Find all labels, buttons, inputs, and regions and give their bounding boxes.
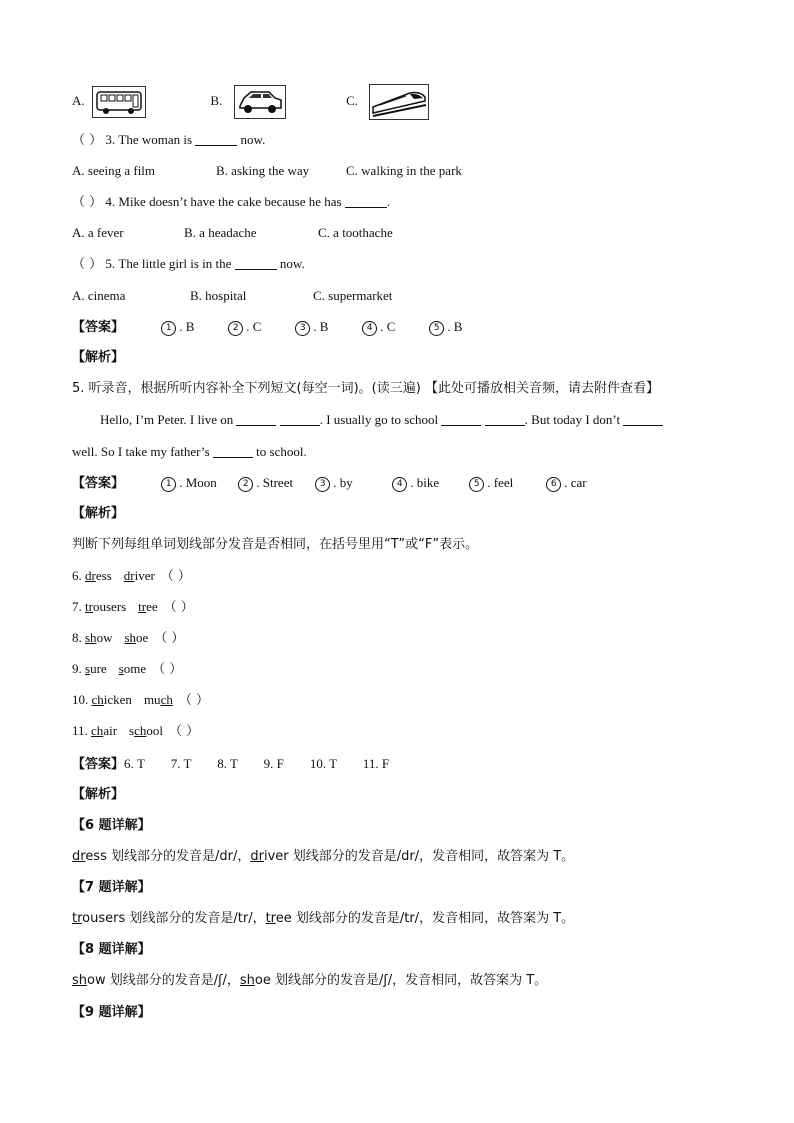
answer-items	[161, 319, 496, 334]
answer-parentheses: （ ）	[160, 569, 191, 584]
circled-number: 4	[362, 321, 377, 336]
detail-9-heading: 【9 题详解】	[72, 1005, 151, 1020]
analysis-label: 【解析】	[72, 506, 125, 521]
phonics-item: 9. sure some （ ）	[72, 661, 183, 677]
question-4: （ ） 4. Mike doesn’t have the cake because he has .	[72, 194, 391, 210]
section-6-instruction: 判断下列每组单词划线部分发音是否相同，在括号里用“T”或“F”表示。	[72, 537, 479, 552]
answer-blank	[235, 257, 277, 270]
phonics-item: 8. show shoe （ ）	[72, 630, 185, 646]
answer-blank	[195, 133, 237, 146]
circled-number: 5	[429, 321, 444, 336]
answer-blank	[345, 195, 387, 208]
passage-line-2: well. So I take my father’s to school.	[72, 444, 307, 459]
q3-options: A. seeing a film B. asking the way C. walking in the park	[72, 163, 462, 178]
answer-item: 4 . C	[362, 318, 429, 336]
answer-parentheses: （ ）	[154, 631, 185, 646]
phonics-item: 10. chicken much （ ）	[72, 692, 209, 708]
answer-item: 5 . feel	[469, 474, 546, 492]
answer-item: 1 . Moon	[161, 474, 238, 492]
car-icon	[234, 85, 286, 119]
answer-item: 2 . Street	[238, 474, 315, 492]
phonics-item: 7. trousers tree （ ）	[72, 599, 194, 615]
detail-text: dress 划线部分的发音是/dr/，driver 划线部分的发音是/dr/，发音相同，故答案为 T。	[72, 849, 575, 864]
answer-item: 6 . car	[546, 474, 623, 492]
option-c-label: C.	[346, 92, 358, 108]
circled-number: 1	[161, 321, 176, 336]
phonics-item: 11. chair school （ ）	[72, 723, 200, 739]
q2-options	[72, 84, 429, 120]
circled-number: 6	[546, 477, 561, 492]
answer-items	[161, 475, 623, 490]
answer-row-2: 【答案】 1 . Moon 2 . Street 3 . by 4 . bike 5 . feel 6 . car	[72, 474, 623, 493]
circled-number: 3	[295, 321, 310, 336]
answer-item: 4 . bike	[392, 474, 469, 492]
circled-number: 3	[315, 477, 330, 492]
phonics-item: 6. dress driver （ ）	[72, 568, 191, 584]
answer-item: 2 . C	[228, 318, 295, 336]
circled-number: 2	[228, 321, 243, 336]
bus-icon	[92, 86, 146, 118]
answer-parentheses: （ ）	[169, 724, 200, 739]
analysis-label: 【解析】	[72, 350, 125, 365]
section-5-title: 5. 听录音，根据所听内容补全下列短文(每空一词)。(读三遍) 【此处可播放相关音频，请去附件查看】	[72, 381, 659, 396]
detail-heading: 【6 题详解】	[72, 818, 151, 833]
circled-number: 5	[469, 477, 484, 492]
circled-number: 2	[238, 477, 253, 492]
option-a-label: A.	[72, 92, 85, 108]
answer-parentheses: （ ）	[152, 662, 183, 677]
answer-parentheses: （ ）	[178, 693, 209, 708]
answer-item: 3 . B	[295, 318, 362, 336]
question-3: （ ） 3. The woman is now.	[72, 132, 266, 148]
answer-row-1: 【答案】 1 . B 2 . C 3 . B 4 . C 5 . B	[72, 318, 496, 337]
answer-item: 1 . B	[161, 318, 228, 336]
answer-row-3: 【答案】6. T 7. T 8. T 9. F 10. T 11. F	[72, 756, 390, 772]
answer-item: 3 . by	[315, 474, 392, 492]
train-icon	[369, 84, 429, 120]
detail-heading: 【7 题详解】	[72, 880, 151, 895]
detail-text: trousers 划线部分的发音是/tr/，tree 划线部分的发音是/tr/，发音相同，故答案为 T。	[72, 911, 575, 926]
question-5: （ ） 5. The little girl is in the now.	[72, 256, 305, 272]
analysis-label: 【解析】	[72, 787, 125, 802]
answer-parentheses: （ ）	[163, 600, 194, 615]
q5-options: A. cinema B. hospital C. supermarket	[72, 288, 393, 303]
detail-text: show 划线部分的发音是/ʃ/，shoe 划线部分的发音是/ʃ/，发音相同，故答案为 T。	[72, 973, 548, 988]
circled-number: 1	[161, 477, 176, 492]
answer-item: 5 . B	[429, 318, 496, 336]
q4-options: A. a fever B. a headache C. a toothache	[72, 225, 393, 240]
option-b-label: B.	[210, 92, 223, 108]
detail-heading: 【8 题详解】	[72, 942, 151, 957]
circled-number: 4	[392, 477, 407, 492]
passage-line-1: Hello, I’m Peter. I live on . I usually go to school . But today I don’t	[100, 411, 663, 429]
